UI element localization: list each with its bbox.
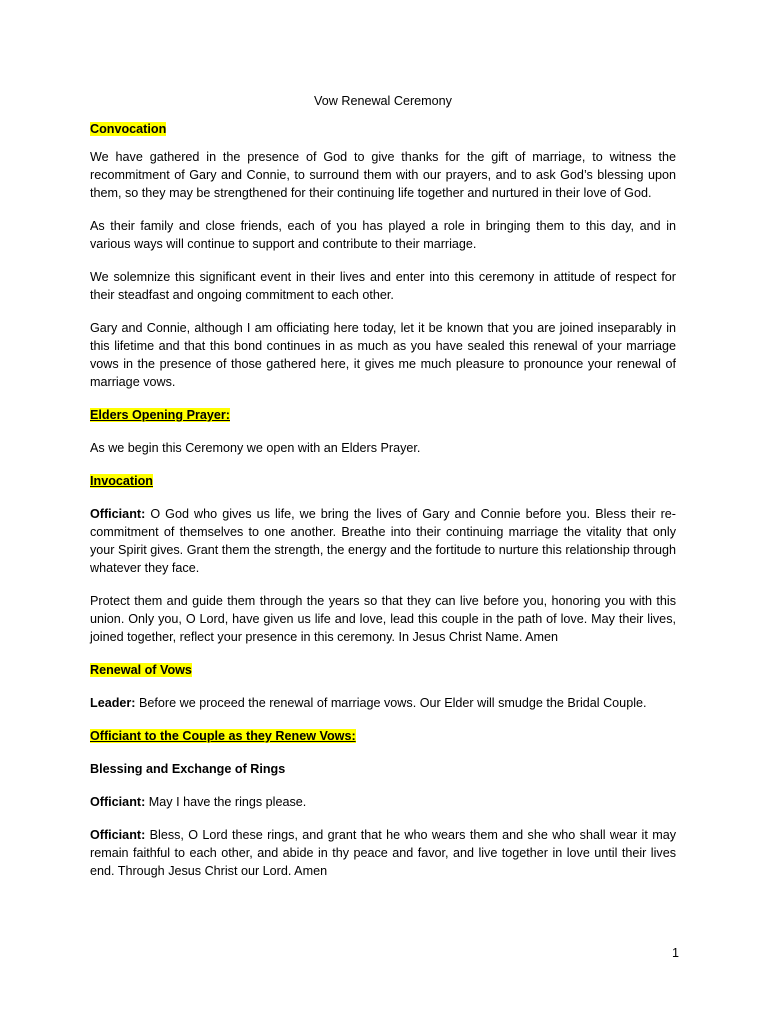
elders-prayer-heading-text: Elders Opening Prayer: [90, 408, 230, 422]
invocation-heading-text: Invocation [90, 474, 153, 488]
invocation-paragraph-1-text: O God who gives us life, we bring the lives of Gary and Connie before you. Bless their re-commitment of themselves to one another. Breathe into their continuing marriage the vitality that only your Spirit gives. Grant them the strength, the energy and the fortitude to nurture this relationship through whatever they face. [90, 507, 676, 575]
invocation-paragraph-2: Protect them and guide them through the years so that they can live before you, honoring you with this union. Only you, O Lord, have given us life and love, lead this couple in the path of love. May their lives, joined together, reflect your presence in this ceremony. In Jesus Christ Name. Amen [90, 594, 676, 644]
convocation-paragraph-4: Gary and Connie, although I am officiating here today, let it be known that you are joined inseparably in this lifetime and that this bond continues in as much as you have sealed this renewal of your marriage vows in the presence of those gathered here, it gives me much pleasure to pronounce your renewal of marriage vows. [90, 321, 676, 389]
convocation-heading-text: Convocation [90, 122, 167, 136]
elders-prayer-paragraph: As we begin this Ceremony we open with an Elders Prayer. [90, 441, 421, 455]
elders-prayer-heading [90, 406, 676, 424]
document-title: Vow Renewal Ceremony [314, 94, 452, 108]
rings-paragraph-1-text: May I have the rings please. [145, 795, 307, 809]
rings-paragraph-1 [90, 793, 676, 811]
convocation-paragraph-3: We solemnize this significant event in their lives and enter into this ceremony in attitude of respect for their steadfast and ongoing commitment to each other. [90, 270, 676, 302]
document-page [90, 92, 676, 895]
convocation-paragraph-2: As their family and close friends, each of you has played a role in bringing them to this day, and in various ways will continue to support and contribute to their marriage. [90, 219, 676, 251]
page-number: 1 [671, 946, 679, 960]
leader-label: Leader: [90, 696, 136, 710]
officiant-label: Officiant: [90, 795, 146, 809]
renewal-heading [90, 661, 676, 679]
invocation-paragraph-1 [90, 505, 676, 577]
renewal-heading-text: Renewal of Vows [90, 663, 192, 677]
invocation-heading [90, 472, 676, 490]
officiant-label: Officiant: [90, 828, 146, 842]
renewal-paragraph [90, 694, 676, 712]
convocation-paragraph-1: We have gathered in the presence of God to give thanks for the gift of marriage, to witness the recommitment of Gary and Connie, to surround them with our prayers, and to ask God’s blessing upon them, so they may be strengthened for their continuing life together and nurtured in their love of God. [90, 150, 676, 200]
rings-subheading: Blessing and Exchange of Rings [90, 762, 286, 776]
rings-paragraph-2-text: Bless, O Lord these rings, and grant that he who wears them and she who shall wear it may remain faithful to each other, and abide in thy peace and favor, and live together in love until their lives end. Through Jesus Christ our Lord. Amen [90, 828, 676, 878]
renewal-paragraph-text: Before we proceed the renewal of marriage vows. Our Elder will smudge the Bridal Couple. [135, 696, 647, 710]
convocation-heading [90, 120, 676, 138]
rings-paragraph-2 [90, 826, 676, 880]
officiant-label: Officiant: [90, 507, 146, 521]
officiant-couple-heading-text: Officiant to the Couple as they Renew Vows: [90, 729, 356, 743]
officiant-couple-heading [90, 727, 676, 745]
